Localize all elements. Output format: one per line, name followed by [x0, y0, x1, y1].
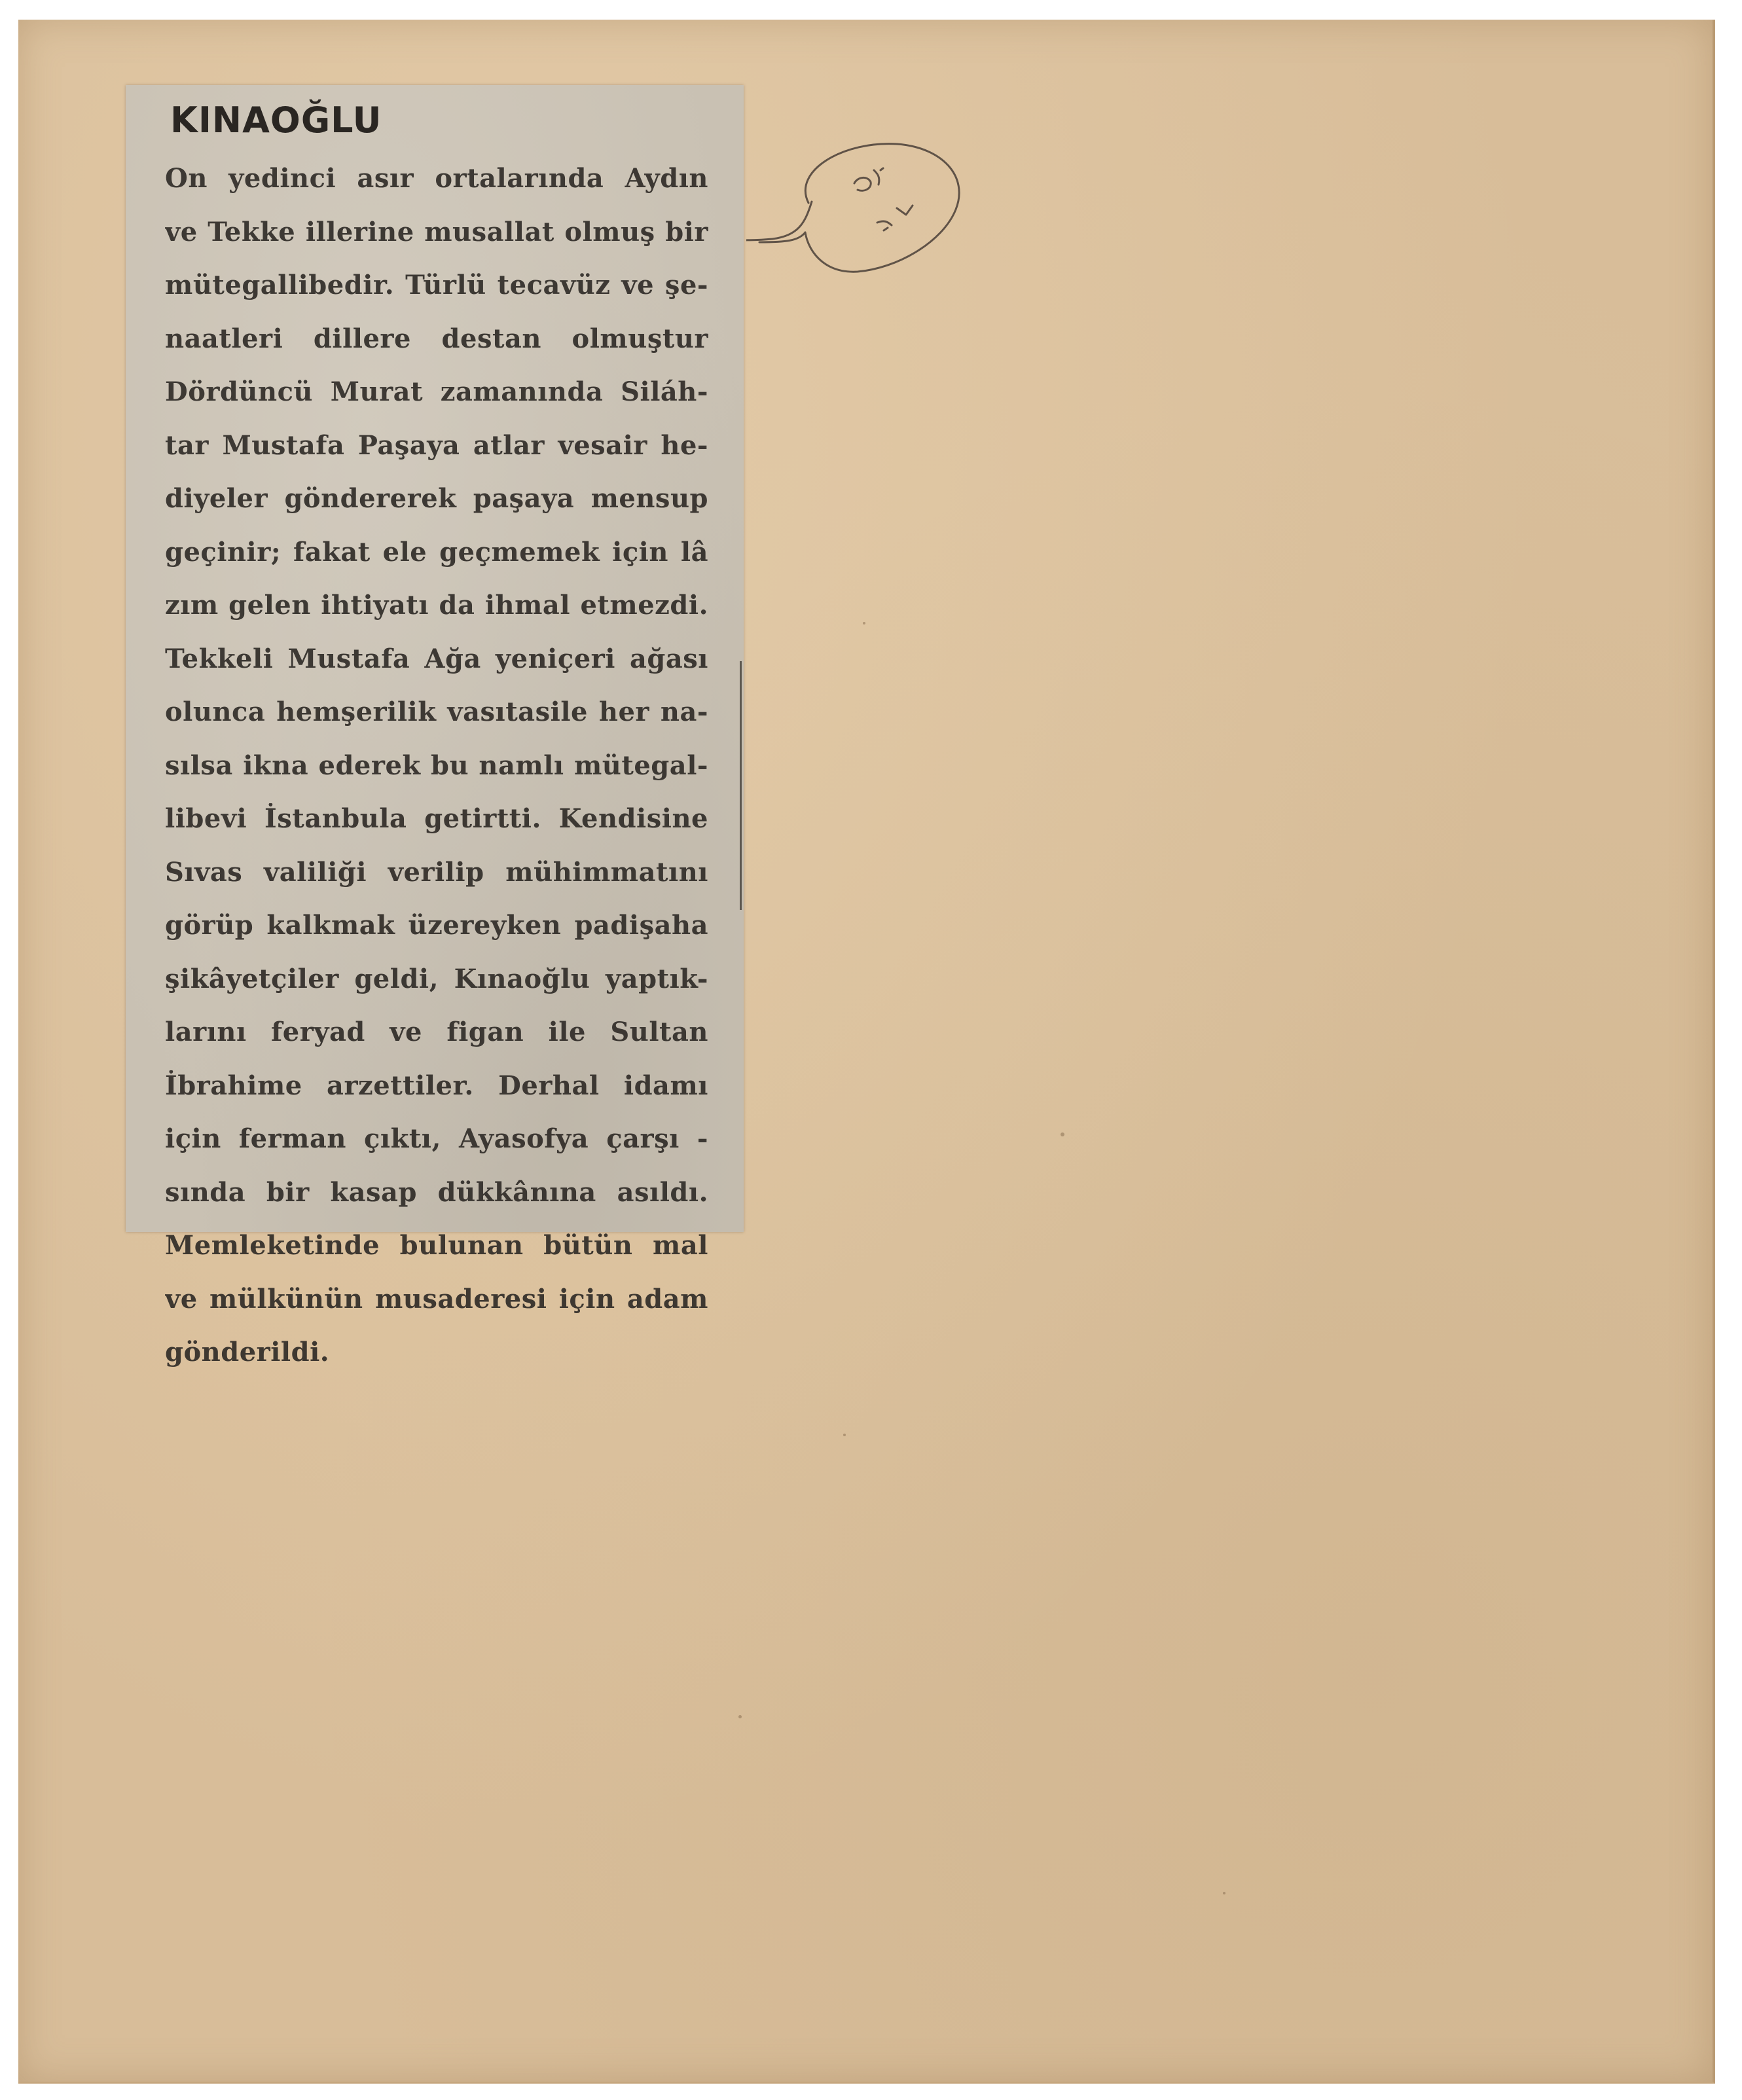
clipping-line: ve Tekke illerine musallat olmuş bir [165, 216, 708, 247]
clipping-line: diyeler göndererek paşaya mensup [165, 483, 708, 514]
clipping-line: olunca hemşerilik vasıtasile her na- [165, 697, 708, 727]
clipping-body [165, 152, 708, 1379]
clipping-line: gönderildi. [165, 1337, 330, 1367]
clipping-line: Tekkeli Mustafa Ağa yeniçeri ağası [165, 643, 708, 674]
clipping-line: larını feryad ve figan ile Sultan [165, 1017, 708, 1047]
newspaper-clipping [126, 85, 744, 1367]
clipping-line: sılsa ikna ederek bu namlı mütegal- [165, 750, 708, 781]
handwritten-pencil-note-icon [746, 124, 995, 295]
clipping-line: geçinir; fakat ele geçmemek için lâ [165, 536, 708, 568]
clipping-line: şikâyetçiler geldi, Kınaoğlu yaptık- [165, 963, 708, 994]
clipping-line: Dördüncü Murat zamanında Siláh- [165, 376, 708, 407]
clipping-line: libevi İstanbula getirtti. Kendisine [165, 803, 708, 834]
clipping-line: sında bir kasap dükkânına asıldı. [165, 1176, 708, 1208]
clipping-line: Sıvas valiliği verilip mühimmatını [165, 856, 708, 888]
paper-speck [863, 622, 865, 625]
clipping-line: Memleketinde bulunan bütün mal [165, 1230, 708, 1261]
paper-speck [843, 1434, 846, 1436]
clipping-line: mütegallibedir. Türlü tecavüz ve şe- [165, 270, 708, 300]
clipping-title: KINAOĞLU [170, 100, 382, 141]
clipping-line: ve mülkünün musaderesi için adam [165, 1283, 708, 1314]
clipping-line: İbrahime arzettiler. Derhal idamı [165, 1070, 708, 1101]
clipping-line: tar Mustafa Paşaya atlar vesair he- [165, 429, 708, 461]
paper-speck [738, 1715, 742, 1718]
clipping-line: zım gelen ihtiyatı da ihmal etmezdi. [165, 590, 708, 621]
paper-speck [1061, 1132, 1064, 1136]
clipping-line: görüp kalkmak üzereyken padişaha [165, 910, 708, 941]
clipping-line: On yedinci asır ortalarında Aydın [165, 163, 708, 194]
clipping-line: naatleri dillere destan olmuştur [165, 323, 708, 354]
column-rule [740, 661, 742, 910]
paper-speck [1223, 1892, 1225, 1894]
clipping-line: için ferman çıktı, Ayasofya çarşı - [165, 1123, 708, 1154]
